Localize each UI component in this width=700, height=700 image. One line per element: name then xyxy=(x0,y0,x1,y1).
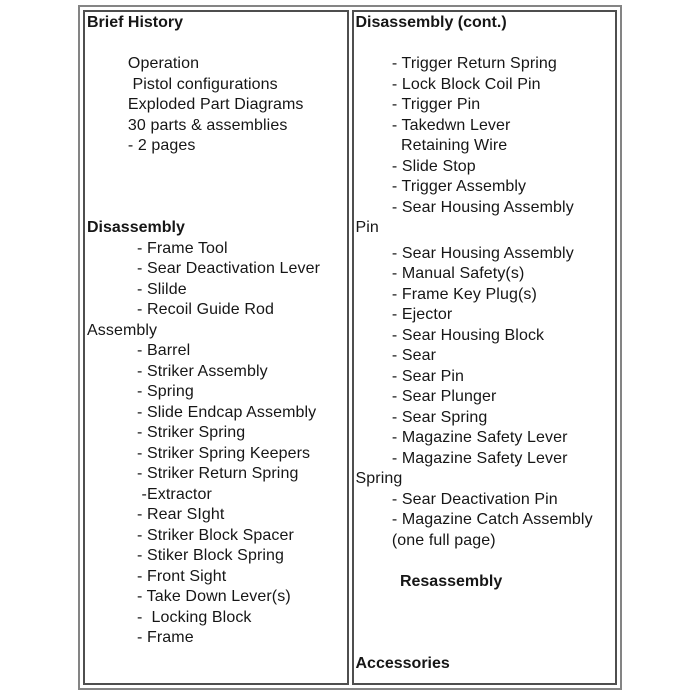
toc-line: - Striker Block Spacer xyxy=(87,526,294,544)
toc-line xyxy=(87,157,345,178)
toc-line: - Sear Spring xyxy=(355,408,488,426)
toc-line xyxy=(356,633,614,654)
toc-line: - Sear Deactivation Lever xyxy=(87,260,321,277)
toc-line xyxy=(356,551,614,572)
toc-line xyxy=(87,34,345,55)
toc-line: - Sear Housing Assembly xyxy=(355,244,574,262)
toc-line: - Trigger Pin xyxy=(355,96,481,113)
toc-line: - Striker Assembly xyxy=(87,362,268,380)
toc-line: - Sear Deactivation Pin xyxy=(355,490,558,508)
toc-line: - Slilde xyxy=(87,280,187,298)
toc-line: - Sear Pin xyxy=(355,367,465,385)
toc-line: (one full page) xyxy=(355,531,496,549)
section-header-line: Brief History xyxy=(87,14,184,31)
toc-line: - 2 pages xyxy=(87,137,196,154)
toc-line xyxy=(356,592,614,613)
toc-line: - Frame Tool xyxy=(87,239,228,257)
toc-line: - Front Sight xyxy=(87,567,227,585)
toc-line: - Barrel xyxy=(87,342,191,359)
toc-line: - Sear Plunger xyxy=(355,388,497,405)
toc-line: - Frame xyxy=(87,629,194,646)
toc-line: - Lock Block Coil Pin xyxy=(355,75,541,93)
toc-line: - Locking Block xyxy=(87,608,252,626)
toc-line xyxy=(87,198,345,219)
toc-line: - Trigger Return Spring xyxy=(355,55,557,72)
section-header-line: Accessories xyxy=(355,654,450,672)
toc-line xyxy=(356,34,614,55)
contents-table xyxy=(78,5,622,690)
toc-line: - Manual Safety(s) xyxy=(355,265,525,282)
toc-line: - Stiker Block Spring xyxy=(87,547,285,564)
section-header-line: Resassembly xyxy=(355,572,503,590)
toc-line: Pin xyxy=(355,219,379,236)
toc-line: - Sear Housing Block xyxy=(355,326,545,344)
toc-line: Retaining Wire xyxy=(355,137,508,154)
contents-column-right xyxy=(352,10,618,685)
toc-line: - Trigger Assembly xyxy=(355,178,527,195)
toc-line: -Extractor xyxy=(87,485,212,503)
toc-line: - Magazine Safety Lever xyxy=(355,429,568,446)
toc-line: Spring xyxy=(355,470,403,487)
toc-line: - Striker Return Spring xyxy=(87,465,299,482)
toc-line xyxy=(87,177,345,198)
toc-line: - Sear xyxy=(355,347,437,364)
toc-line: - Recoil Guide Rod xyxy=(87,301,274,318)
toc-line: Operation xyxy=(87,55,200,72)
toc-line: - Rear SIght xyxy=(87,506,225,523)
toc-line xyxy=(356,613,614,634)
section-header-line: Disassembly (cont.) xyxy=(355,14,507,31)
toc-line: - Magazine Safety Lever xyxy=(355,449,568,467)
section-header-line: Disassembly xyxy=(87,219,185,236)
toc-line: - Slide Endcap Assembly xyxy=(87,403,317,421)
toc-line: - Striker Spring xyxy=(87,424,246,441)
toc-line: - Sear Housing Assembly xyxy=(355,198,574,216)
toc-line: - Frame Key Plug(s) xyxy=(355,285,537,303)
contents-column-left xyxy=(83,10,349,685)
toc-line: - Spring xyxy=(87,383,194,400)
toc-line: - Striker Spring Keepers xyxy=(87,444,311,462)
toc-line: - Slide Stop xyxy=(355,157,476,175)
toc-line: Assembly xyxy=(87,321,158,339)
toc-line: - Take Down Lever(s) xyxy=(87,588,291,605)
toc-line: Exploded Part Diagrams xyxy=(87,96,304,113)
toc-line: - Ejector xyxy=(355,306,453,323)
toc-line: - Takedwn Lever xyxy=(355,116,511,134)
toc-line: 30 parts & assemblies xyxy=(87,116,288,134)
toc-line: Pistol configurations xyxy=(87,75,278,93)
toc-line: - Magazine Catch Assembly xyxy=(355,511,593,528)
